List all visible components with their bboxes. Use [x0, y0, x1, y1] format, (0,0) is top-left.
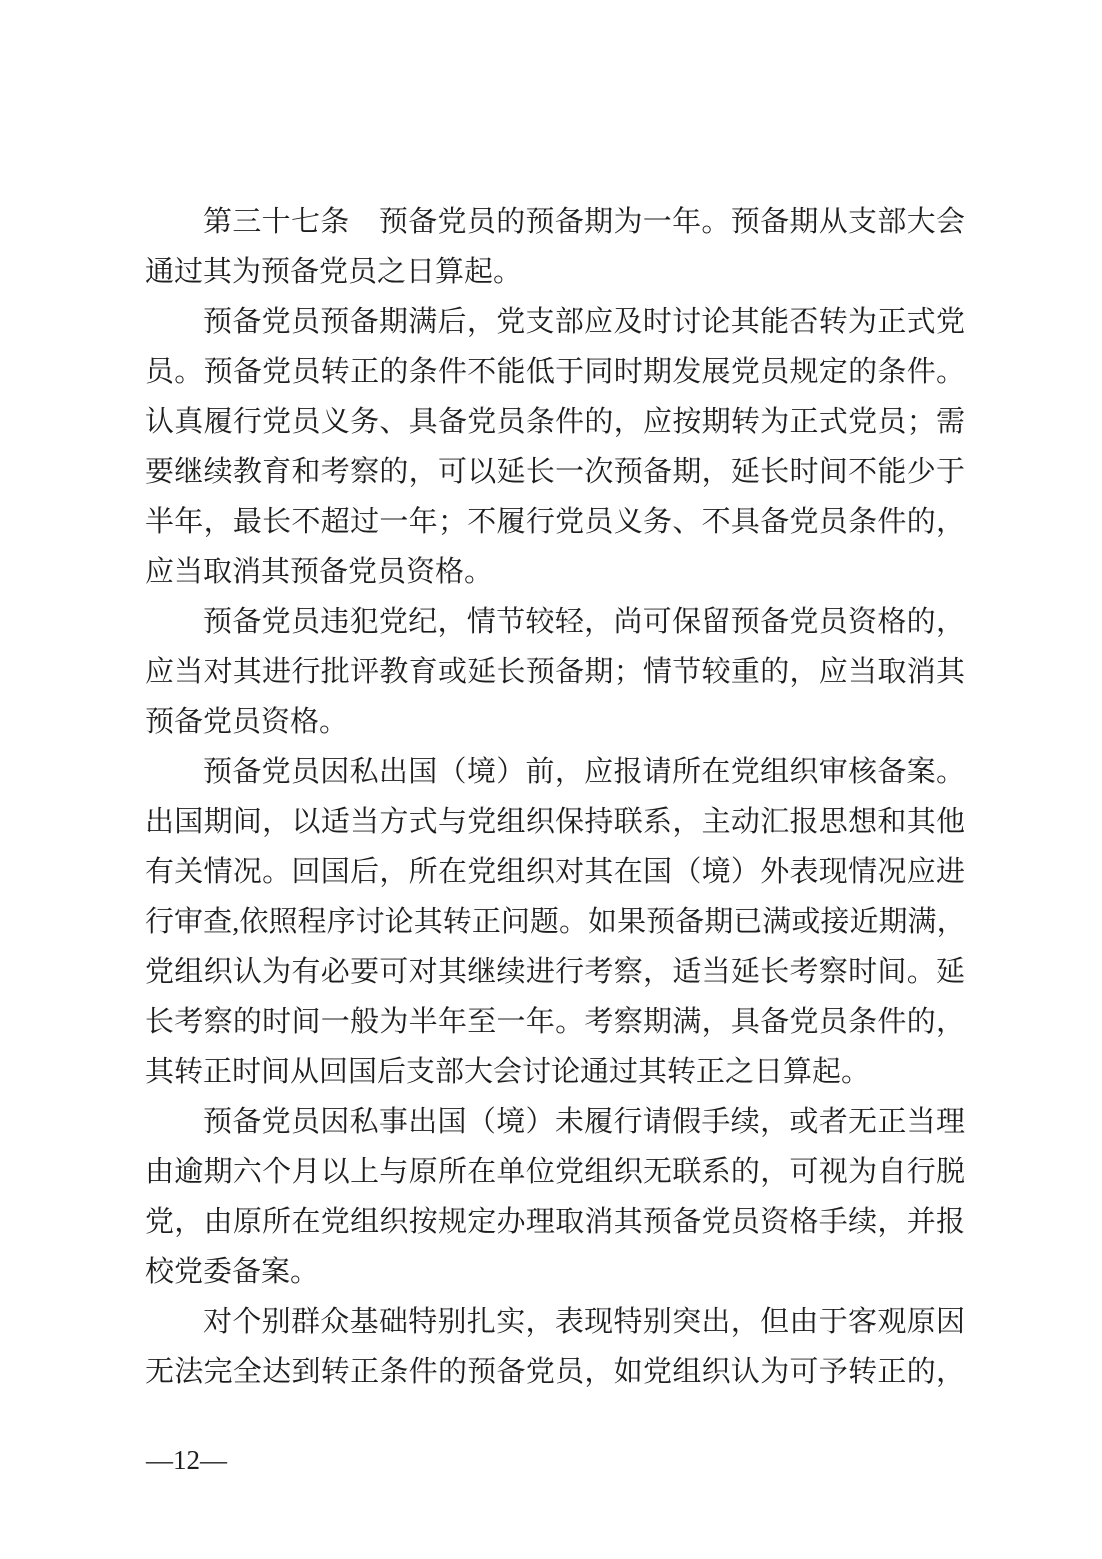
text-line: 要继续教育和考察的，可以延长一次预备期，延长时间不能少于 — [145, 456, 965, 488]
paragraph — [145, 747, 965, 1097]
text-line: 无法完全达到转正条件的预备党员，如党组织认为可予转正的， — [145, 1356, 965, 1388]
paragraph — [145, 197, 965, 297]
text-line: 预备党员资格。 — [145, 706, 349, 738]
text-line: 长考察的时间一般为半年至一年。考察期满，具备党员条件的， — [145, 1006, 965, 1038]
text-line: 其转正时间从回国后支部大会讨论通过其转正之日算起。 — [145, 1056, 871, 1088]
text-line: 员。预备党员转正的条件不能低于同时期发展党员规定的条件。 — [145, 356, 965, 388]
paragraph — [145, 597, 965, 747]
text-line: 行审查,依照程序讨论其转正问题。如果预备期已满或接近期满， — [145, 906, 965, 938]
text-line: 党组织认为有必要可对其继续进行考察，适当延长考察时间。延 — [145, 956, 965, 988]
text-line: 应当取消其预备党员资格。 — [145, 556, 494, 588]
text-line: 预备党员因私出国（境）前，应报请所在党组织审核备案。 — [203, 756, 965, 788]
text-line: 第三十七条 预备党员的预备期为一年。预备期从支部大会 — [203, 206, 965, 238]
page-number: —12— — [146, 1445, 227, 1475]
text-line: 认真履行党员义务、具备党员条件的，应按期转为正式党员；需 — [145, 406, 965, 438]
paragraph — [145, 297, 965, 597]
paragraph — [145, 1297, 965, 1397]
text-line: 预备党员因私事出国（境）未履行请假手续，或者无正当理 — [203, 1106, 965, 1138]
text-line: 有关情况。回国后，所在党组织对其在国（境）外表现情况应进 — [145, 856, 965, 888]
text-line: 预备党员违犯党纪，情节较轻，尚可保留预备党员资格的， — [203, 606, 965, 638]
text-line: 应当对其进行批评教育或延长预备期；情节较重的，应当取消其 — [145, 656, 965, 688]
text-line: 预备党员预备期满后，党支部应及时讨论其能否转为正式党 — [203, 306, 965, 338]
text-line: 对个别群众基础特别扎实，表现特别突出，但由于客观原因 — [203, 1306, 965, 1338]
text-line: 党，由原所在党组织按规定办理取消其预备党员资格手续，并报 — [145, 1206, 965, 1238]
text-line: 出国期间，以适当方式与党组织保持联系，主动汇报思想和其他 — [145, 806, 965, 838]
text-line: 校党委备案。 — [145, 1256, 320, 1288]
paragraph — [145, 1097, 965, 1297]
document-body — [145, 197, 965, 1397]
text-line: 由逾期六个月以上与原所在单位党组织无联系的，可视为自行脱 — [145, 1156, 965, 1188]
text-line: 通过其为预备党员之日算起。 — [145, 256, 523, 288]
text-line: 半年，最长不超过一年；不履行党员义务、不具备党员条件的， — [145, 506, 965, 538]
